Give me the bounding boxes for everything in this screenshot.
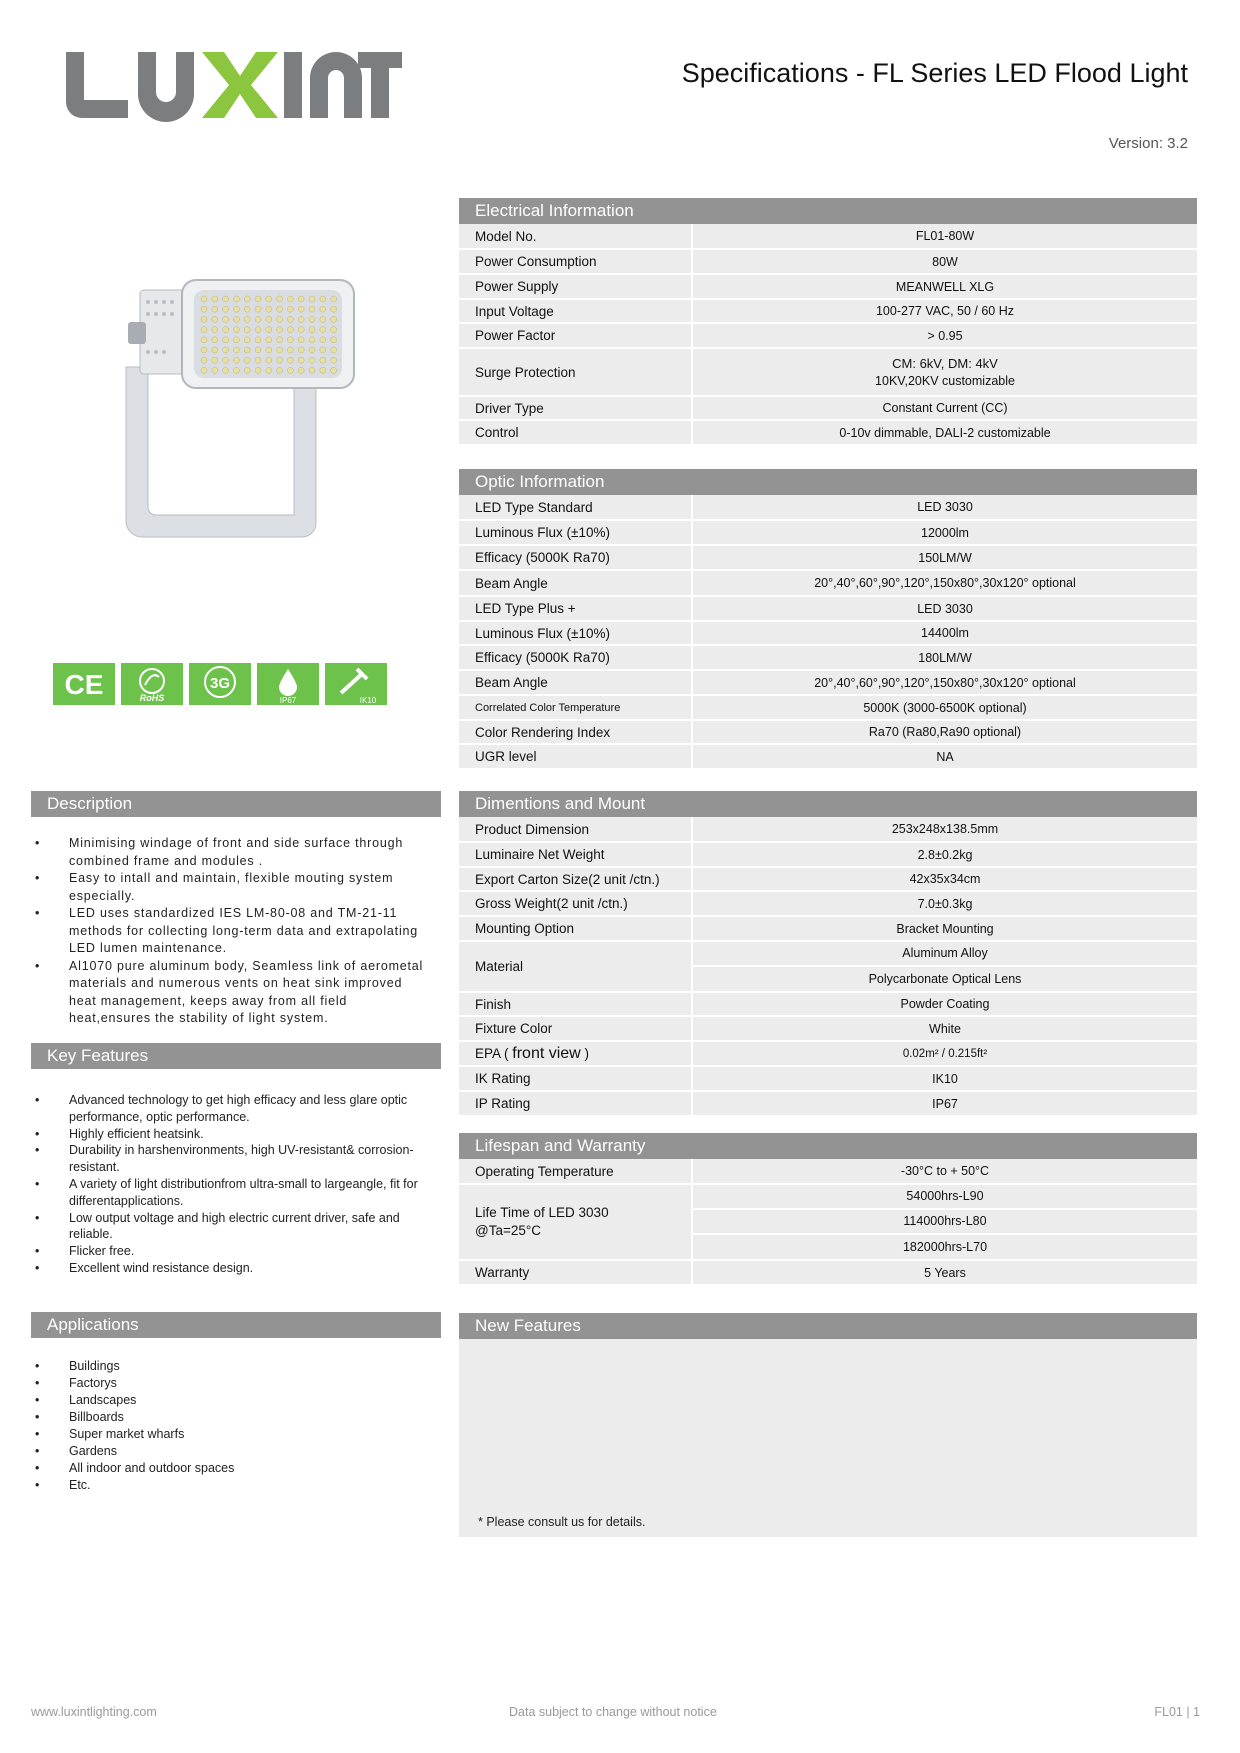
- section-header-applications: Applications: [31, 1312, 441, 1338]
- section-header-electrical: Electrical Information: [459, 198, 1197, 224]
- list-item: • Landscapes: [31, 1392, 411, 1409]
- list-item: • LED uses standardized IES LM-80-08 and TM-21-11 methods for collecting long-term data and extrapolating LED lumen maintenance.: [31, 905, 431, 958]
- table-row: Driver Type Constant Current (CC): [459, 396, 1197, 420]
- list-item: • Minimising windage of front and side surface through combined frame and modules .: [31, 835, 431, 870]
- list-item: • Al1070 pure aluminum body, Seamless link of aerometal materials and numerous vents on heat sink improved heat management, keeps away from all field heat,ensures the stability of light system.: [31, 958, 431, 1028]
- list-item: • Low output voltage and high electric current driver, safe and reliable.: [31, 1210, 426, 1244]
- description-list: [31, 835, 431, 1028]
- table-row: Operating Temperature -30°C to + 50°C: [459, 1159, 1197, 1184]
- list-item: • A variety of light distributionfrom ultra-small to largeangle, fit for differentapplications.: [31, 1176, 426, 1210]
- applications-list: [31, 1358, 411, 1494]
- document-title: Specifications - FL Series LED Flood Light: [681, 58, 1188, 88]
- table-row: UGR level NA: [459, 744, 1197, 769]
- table-row: Correlated Color Temperature 5000K (3000-6500K optional): [459, 695, 1197, 720]
- table-row: Power Factor > 0.95: [459, 323, 1197, 348]
- footer-page-number: FL01 | 1: [1154, 1705, 1200, 1719]
- table-row: Luminous Flux (±10%) 14400lm: [459, 621, 1197, 645]
- section-header-dimensions: Dimentions and Mount: [459, 791, 1197, 817]
- list-item: • Highly efficient heatsink.: [31, 1126, 426, 1143]
- list-item: • Buildings: [31, 1358, 411, 1375]
- list-item: • Gardens: [31, 1443, 411, 1460]
- table-row: Efficacy (5000K Ra70) 180LM/W: [459, 645, 1197, 670]
- table-row: Model No. FL01-80W: [459, 224, 1197, 249]
- list-item: • All indoor and outdoor spaces: [31, 1460, 411, 1477]
- ce-mark-icon: [53, 663, 115, 705]
- list-item: • Durability in harshenvironments, high UV-resistant& corrosion-resistant.: [31, 1142, 426, 1176]
- electrical-table: [459, 224, 1197, 446]
- table-row: LED Type Plus + LED 3030: [459, 596, 1197, 621]
- table-row: Product Dimension 253x248x138.5mm: [459, 817, 1197, 842]
- table-row: Input Voltage 100-277 VAC, 50 / 60 Hz: [459, 299, 1197, 323]
- list-item: • Flicker free.: [31, 1243, 426, 1260]
- table-row: Luminaire Net Weight 2.8±0.2kg: [459, 842, 1197, 867]
- table-row: Surge Protection CM: 6kV, DM: 4kV 10KV,20KV customizable: [459, 348, 1197, 396]
- luxint-logo: [62, 48, 402, 122]
- rohs-icon: [121, 663, 183, 705]
- key-features-list: [31, 1092, 426, 1277]
- ik10-impact-icon: [325, 663, 387, 705]
- svg-text:3G: 3G: [209, 675, 231, 692]
- section-header-new-features: New Features: [459, 1313, 1197, 1339]
- list-item: • Etc.: [31, 1477, 411, 1494]
- svg-text:RoHS: RoHS: [139, 693, 165, 703]
- table-row: EPA ( front view ) 0.02m² / 0.215ft²: [459, 1041, 1197, 1066]
- list-item: • Super market wharfs: [31, 1426, 411, 1443]
- section-header-description: Description: [31, 791, 441, 817]
- optic-table: [459, 495, 1197, 770]
- list-item: • Easy to intall and maintain, flexible mouting system especially.: [31, 870, 431, 905]
- version-label: Version: 3.2: [1108, 135, 1188, 152]
- table-row: Gross Weight(2 unit /ctn.) 7.0±0.3kg: [459, 891, 1197, 916]
- table-row: Power Supply MEANWELL XLG: [459, 274, 1197, 299]
- table-row: Material Aluminum Alloy Polycarbonate Optical Lens: [459, 941, 1197, 992]
- list-item: • Excellent wind resistance design.: [31, 1260, 426, 1277]
- lifespan-table: [459, 1159, 1197, 1286]
- footer-disclaimer: Data subject to change without notice: [509, 1705, 717, 1719]
- table-row: Finish Powder Coating: [459, 992, 1197, 1016]
- table-row: Control 0-10v dimmable, DALI-2 customizable: [459, 420, 1197, 445]
- 3g-vibration-icon: [189, 663, 251, 705]
- svg-text:IP67: IP67: [279, 696, 297, 705]
- table-row: Export Carton Size(2 unit /ctn.) 42x35x34cm: [459, 867, 1197, 891]
- list-item: • Advanced technology to get high efficacy and less glare optic performance, optic performance.: [31, 1092, 426, 1126]
- certification-badges: [53, 663, 389, 705]
- list-item: • Factorys: [31, 1375, 411, 1392]
- table-row: Color Rendering Index Ra70 (Ra80,Ra90 optional): [459, 720, 1197, 744]
- consult-note: * Please consult us for details.: [478, 1515, 646, 1529]
- table-row: Mounting Option Bracket Mounting: [459, 916, 1197, 941]
- dimensions-table: [459, 817, 1197, 1117]
- table-row: Beam Angle 20°,40°,60°,90°,120°,150x80°,30x120° optional: [459, 570, 1197, 596]
- ip67-waterproof-icon: [257, 663, 319, 705]
- table-row: Luminous Flux (±10%) 12000lm: [459, 520, 1197, 545]
- list-item: • Billboards: [31, 1409, 411, 1426]
- section-header-key-features: Key Features: [31, 1043, 441, 1069]
- section-header-optic: Optic Information: [459, 469, 1197, 495]
- table-row: Power Consumption 80W: [459, 249, 1197, 274]
- table-row: Beam Angle 20°,40°,60°,90°,120°,150x80°,30x120° optional: [459, 670, 1197, 695]
- table-row: IK Rating IK10: [459, 1066, 1197, 1091]
- table-row: Life Time of LED 3030 @Ta=25°C 54000hrs-L90 114000hrs-L80 182000hrs-L70: [459, 1184, 1197, 1260]
- table-row: Efficacy (5000K Ra70) 150LM/W: [459, 545, 1197, 570]
- table-row: IP Rating IP67: [459, 1091, 1197, 1116]
- flood-light-product-image: [112, 272, 392, 572]
- section-header-lifespan: Lifespan and Warranty: [459, 1133, 1197, 1159]
- new-features-panel: [459, 1339, 1197, 1537]
- table-row: LED Type Standard LED 3030: [459, 495, 1197, 520]
- svg-text:CE: CE: [64, 669, 104, 700]
- table-row: Fixture Color White: [459, 1016, 1197, 1041]
- table-row: Warranty 5 Years: [459, 1260, 1197, 1285]
- svg-text:IK10: IK10: [359, 696, 377, 705]
- footer-website: www.luxintlighting.com: [31, 1705, 157, 1719]
